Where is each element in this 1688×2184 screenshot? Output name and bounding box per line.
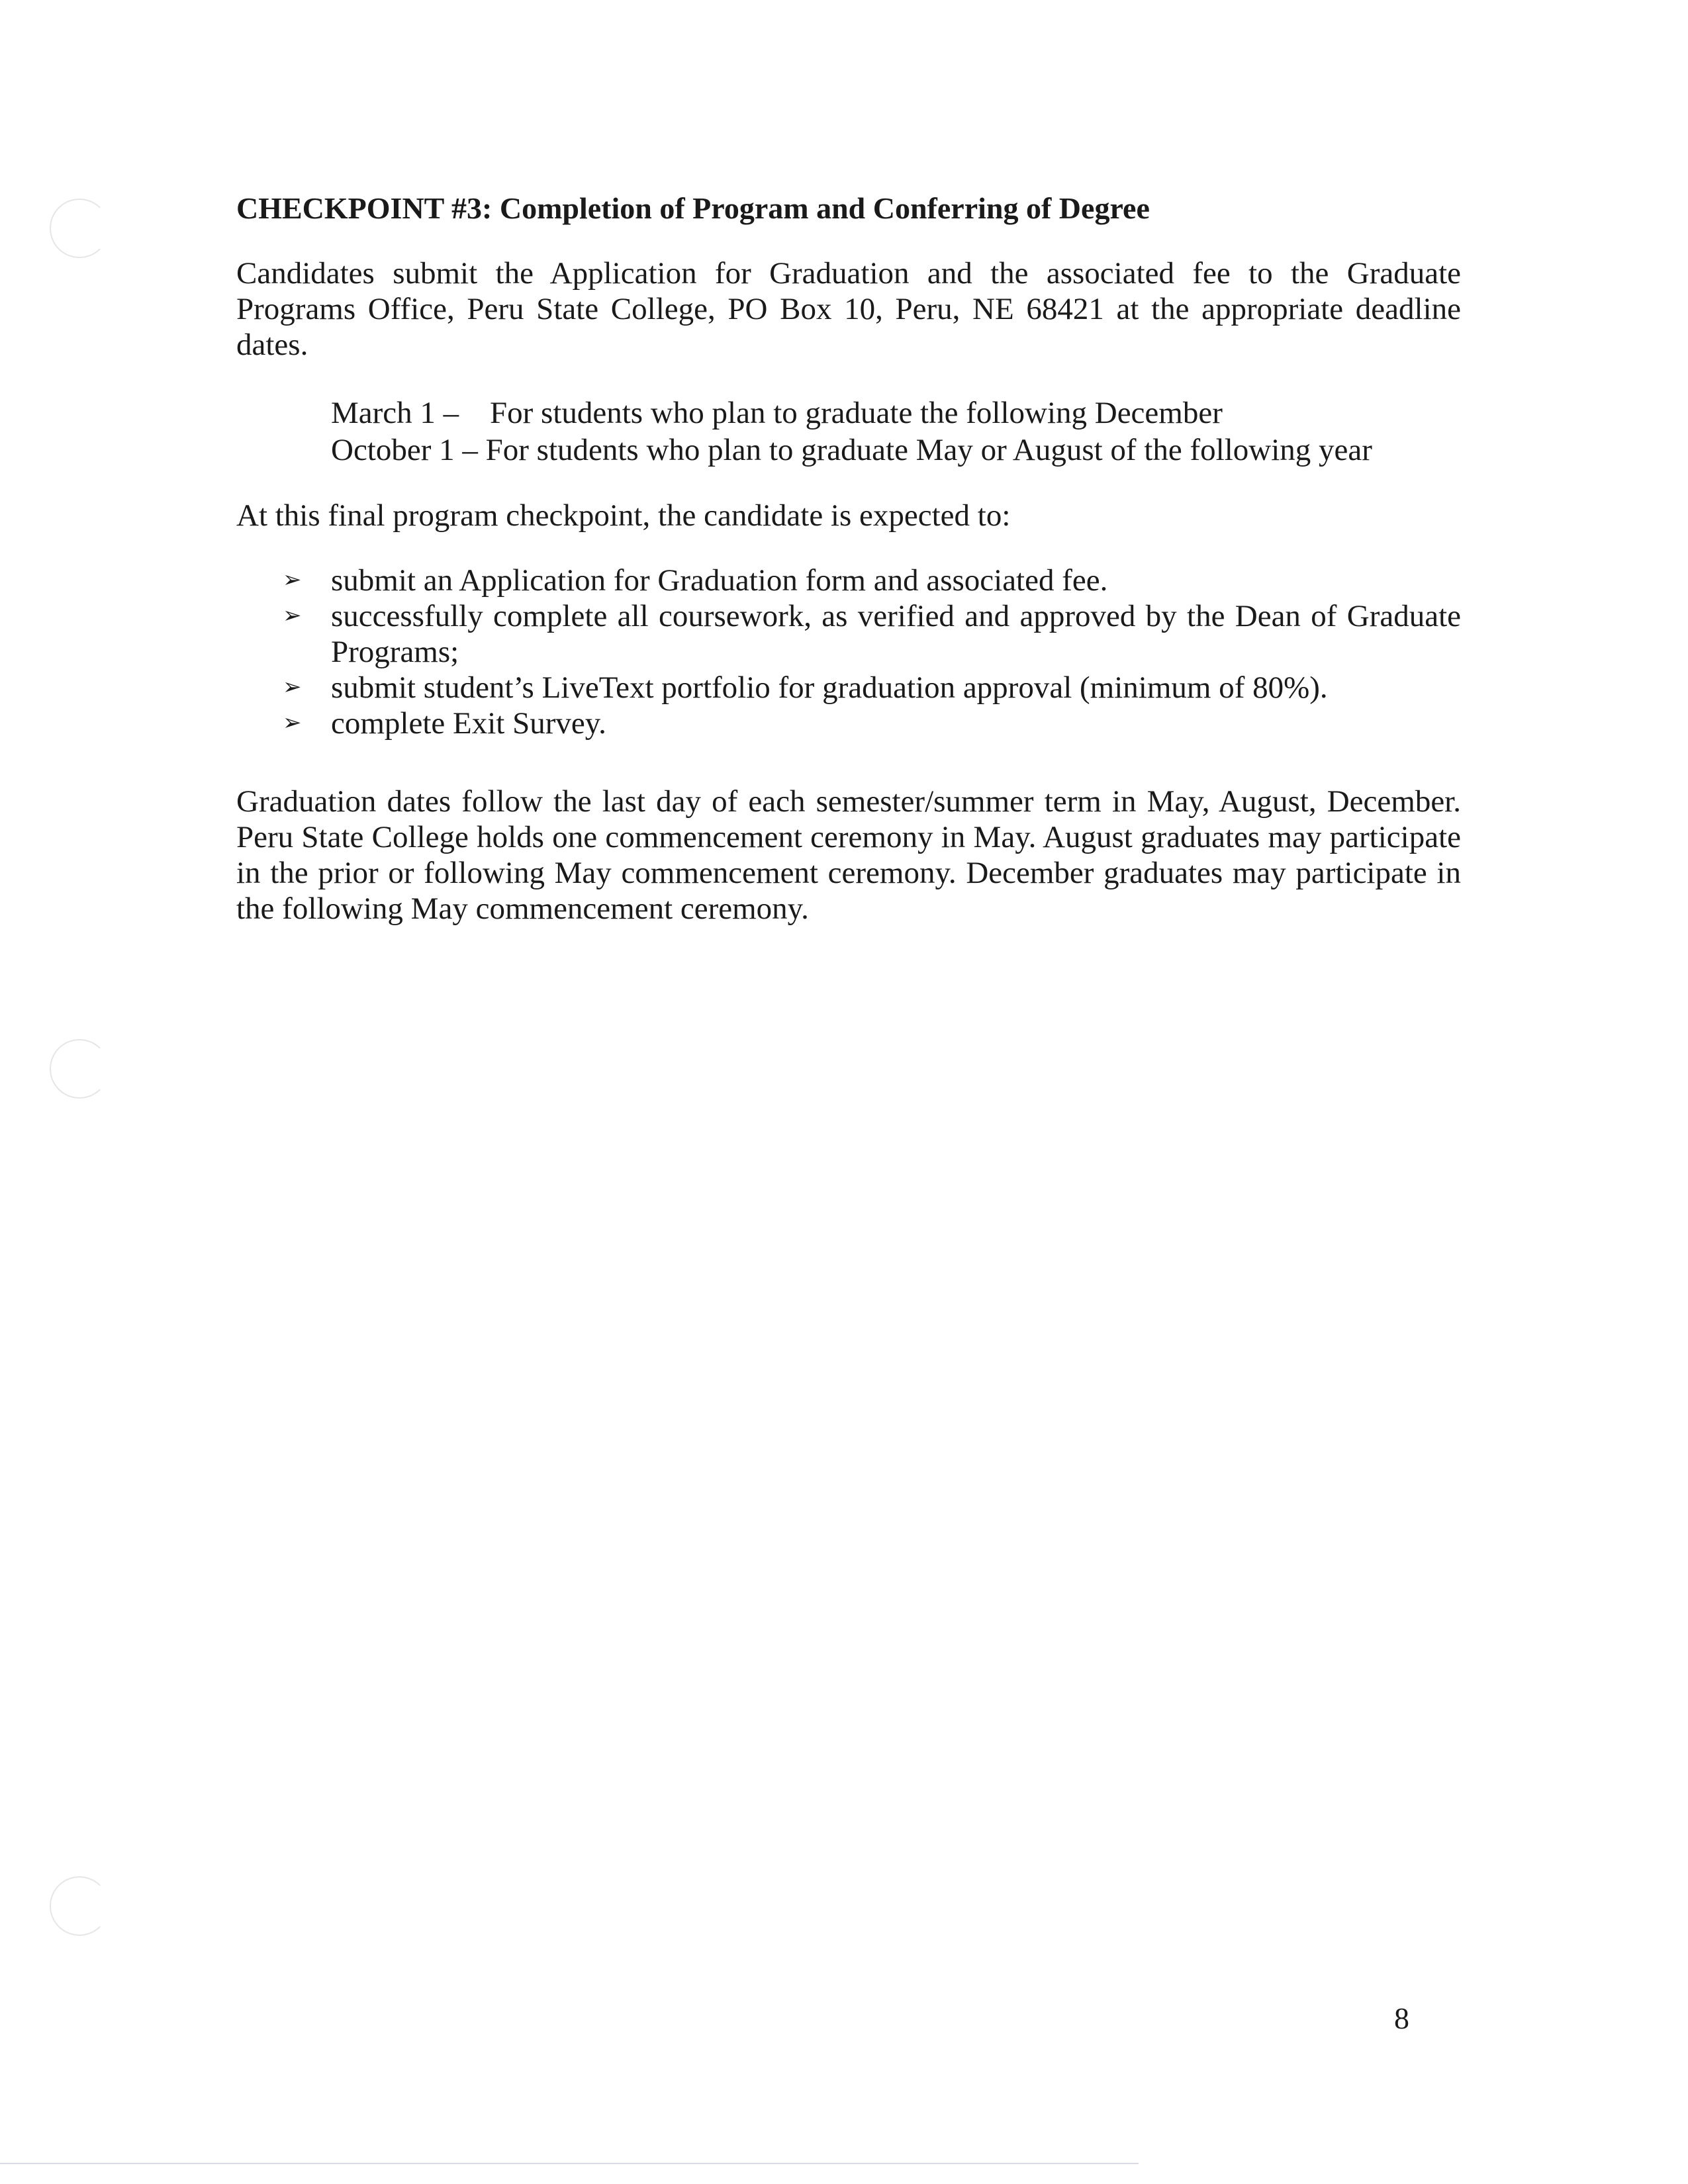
closing-paragraph: Graduation dates follow the last day of each semester/summer term in May, August, December. Peru State College holds one commencement ceremony in May. August graduates may participate in the prior or following May commencement ceremony. December graduates may participate in the following May commencement ceremony. xyxy=(236,784,1461,926)
intro-paragraph: Candidates submit the Application for Graduation and the associated fee to the Graduate Programs Office, Peru State College, PO Box 10, Peru, NE 68421 at the appropriate deadline dates. xyxy=(236,256,1461,362)
list-item-text: complete Exit Survey. xyxy=(331,706,606,741)
deadline-date: October 1 – xyxy=(331,433,478,467)
list-item-text: successfully complete all coursework, as verified and approved by the Dean of Graduate Programs; xyxy=(331,599,1461,669)
list-item-text: submit student’s LiveText portfolio for graduation approval (minimum of 80%). xyxy=(331,670,1328,705)
punch-hole-mark xyxy=(50,199,109,258)
deadline-text: For students who plan to graduate the following December xyxy=(490,396,1223,430)
list-item xyxy=(283,563,1461,598)
list-item xyxy=(283,598,1461,670)
lead-in-text: At this final program checkpoint, the candidate is expected to: xyxy=(236,498,1011,533)
deadline-row xyxy=(331,432,1372,469)
deadline-list xyxy=(331,394,1372,469)
section-heading: CHECKPOINT #3: Completion of Program and Conferring of Degree xyxy=(236,191,1150,225)
punch-hole-mark xyxy=(50,1039,109,1099)
deadline-date: March 1 – xyxy=(331,396,459,430)
list-item-text: submit an Application for Graduation form and associated fee. xyxy=(331,563,1108,598)
list-item xyxy=(283,670,1461,705)
arrow-bullet-icon: ➢ xyxy=(283,675,302,700)
arrow-bullet-icon: ➢ xyxy=(283,711,302,735)
deadline-text: For students who plan to graduate May or August of the following year xyxy=(485,433,1372,467)
deadline-row xyxy=(331,394,1372,432)
punch-hole-mark xyxy=(50,1876,109,1936)
expectations-list xyxy=(283,563,1461,741)
page-number: 8 xyxy=(1394,2001,1409,2035)
list-item xyxy=(283,705,1461,741)
arrow-bullet-icon: ➢ xyxy=(283,568,302,592)
arrow-bullet-icon: ➢ xyxy=(283,604,302,628)
scan-edge-line xyxy=(0,2163,1139,2164)
